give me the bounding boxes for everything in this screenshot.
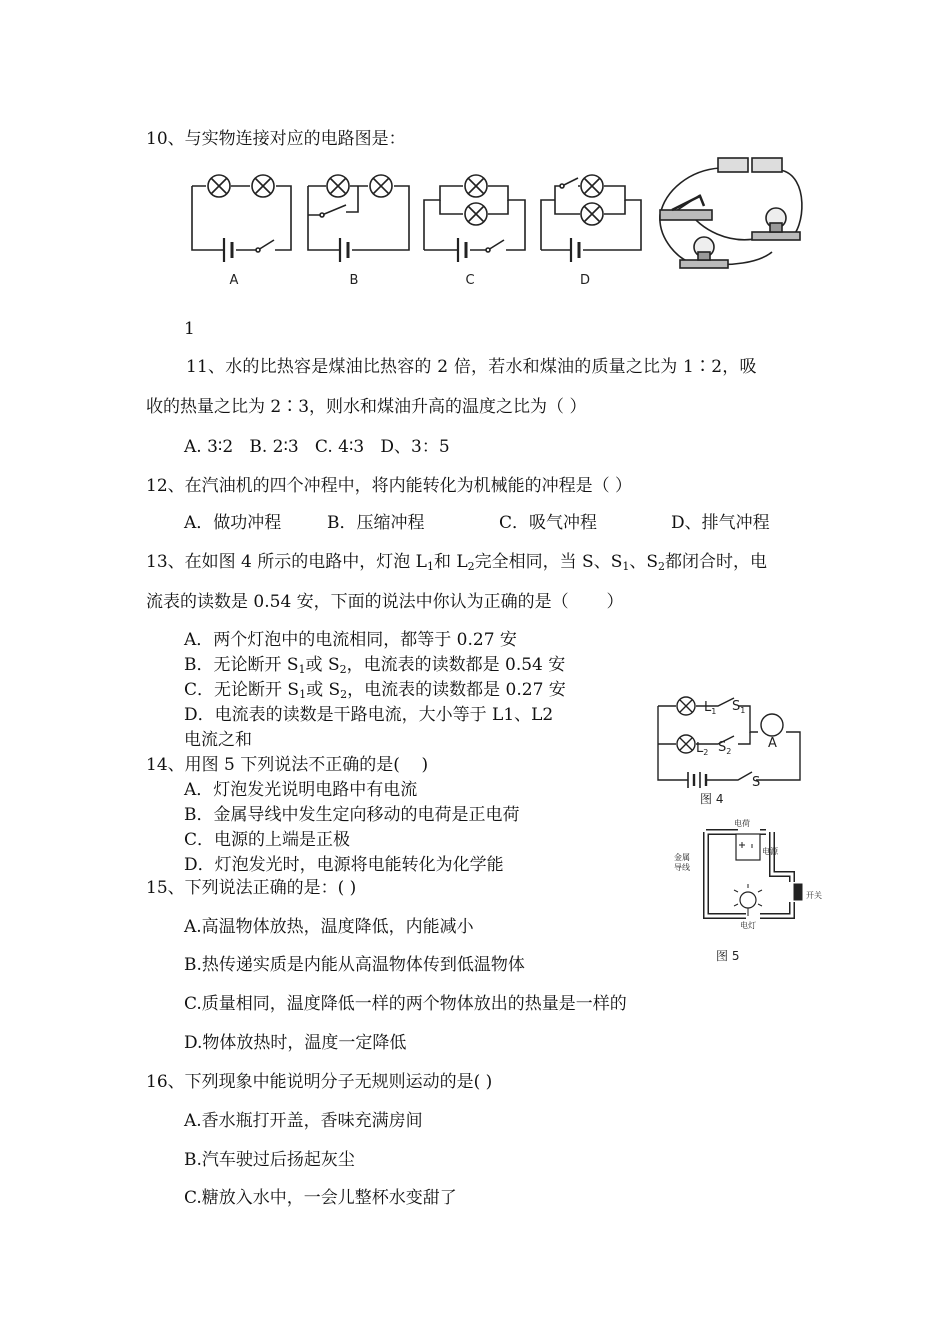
q16-stem: 16、下列现象中能说明分子无规则运动的是( )	[146, 1072, 493, 1092]
q13-option-d-line1: D．电流表的读数是干路电流，大小等于 L1、L2	[184, 705, 554, 725]
circuit-label-d: D	[579, 273, 591, 288]
q13-option-c	[184, 680, 566, 700]
fig4-l2-label: $L_2$	[696, 741, 709, 757]
circuit-label-a: A	[229, 273, 239, 288]
q13-stem-part-e: 都闭合时，电	[665, 552, 768, 572]
fig5-wire-label-1: 金属	[674, 853, 690, 862]
q12-option-a: A．做功冲程	[184, 513, 282, 533]
fig4-caption: 图 4	[700, 792, 724, 806]
q12-option-d: D、排气冲程	[671, 513, 770, 533]
q11-options: A. 3∶2 B. 2∶3 C. 4∶3 D、3：5	[184, 437, 450, 457]
q13-stem-line1	[146, 552, 767, 572]
q13-option-c-sub2: 2	[340, 688, 348, 701]
q14-option-c: C．电源的上端是正极	[184, 830, 351, 850]
q14-option-d: D．灯泡发光时，电源将电能转化为化学能	[184, 855, 504, 875]
q13-stem-line2: 流表的读数是 0.54 安，下面的说法中你认为正确的是（ ）	[146, 592, 624, 612]
q10-title: 10、与实物连接对应的电路图是：	[146, 129, 406, 149]
circuit-photo	[660, 158, 802, 268]
q12-stem: 12、在汽油机的四个冲程中，将内能转化为机械能的冲程是（ ）	[146, 476, 633, 496]
q13-sub-l1: 1	[426, 560, 434, 573]
q15-option-c: C.质量相同，温度降低一样的两个物体放出的热量是一样的	[184, 994, 627, 1014]
q11-line2: 收的热量之比为 2∶3，则水和煤油升高的温度之比为（ ）	[146, 397, 587, 417]
fig5-charge-label: 电荷	[734, 819, 750, 828]
q13-sub-s2: 2	[658, 560, 666, 573]
q13-stem-part-c: 完全相同，当 S、S	[474, 552, 623, 572]
fig4-l1-label: $L_1$	[704, 700, 717, 716]
q13-option-b-part1: B．无论断开 S	[184, 655, 299, 675]
q13-option-b-sub2: 2	[339, 663, 347, 676]
fig5-wire-label-2: 导线	[674, 863, 690, 872]
q12-option-b: B．压缩冲程	[327, 513, 425, 533]
q10-circuit-figures	[0, 0, 950, 320]
figure-5-circuit	[672, 818, 832, 963]
q15-stem: 15、下列说法正确的是：( )	[146, 878, 357, 898]
q13-option-c-sub1: 1	[299, 688, 307, 701]
fig4-s1-label: $S_1$	[732, 699, 746, 715]
q13-stem-part-b: 和 L	[433, 552, 468, 572]
q16-option-b: B.汽车驶过后扬起灰尘	[184, 1150, 355, 1170]
q16-option-c: C.糖放入水中，一会儿整杯水变甜了	[184, 1188, 457, 1208]
circuit-a	[192, 175, 291, 262]
fig5-caption: 图 5	[716, 949, 740, 963]
q15-option-d: D.物体放热时，温度一定降低	[184, 1033, 407, 1053]
q13-stem-part-d: 、S	[629, 552, 659, 572]
fig5-source-label: 电源	[762, 847, 778, 856]
q15-option-b: B.热传递实质是内能从高温物体传到低温物体	[184, 955, 525, 975]
fig5-switch-label: 开关	[806, 891, 822, 900]
q16-option-a: A.香水瓶打开盖，香味充满房间	[184, 1111, 423, 1131]
stray-number: 1	[184, 319, 195, 339]
fig5-lamp-label: 电灯	[740, 921, 756, 930]
circuit-label-c: C	[465, 273, 475, 288]
q13-sub-l2: 2	[467, 560, 475, 573]
q15-option-a: A.高温物体放热，温度降低，内能减小	[184, 917, 474, 937]
q13-option-c-part1: C．无论断开 S	[184, 680, 300, 700]
circuit-d	[541, 175, 641, 262]
fig4-s2-label: $S_2$	[718, 740, 732, 756]
q13-stem-part-a: 13、在如图 4 所示的电路中，灯泡 L	[146, 552, 427, 572]
q13-sub-s1: 1	[622, 560, 630, 573]
fig4-switch-label: S	[752, 775, 761, 790]
q13-option-b-part3: ，电流表的读数都是 0.54 安	[346, 655, 566, 675]
q13-option-b-sub1: 1	[298, 663, 306, 676]
q12-option-c: C．吸气冲程	[499, 513, 598, 533]
circuit-c	[424, 175, 525, 262]
circuit-label-b: B	[349, 273, 359, 288]
q13-option-a: A．两个灯泡中的电流相同，都等于 0.27 安	[184, 630, 517, 650]
q13-option-c-part3: ，电流表的读数都是 0.27 安	[347, 680, 566, 700]
q14-option-b: B．金属导线中发生定向移动的电荷是正电荷	[184, 805, 520, 825]
figure-4-circuit	[648, 694, 818, 804]
circuit-b	[308, 175, 409, 262]
q13-option-d-line2: 电流之和	[184, 730, 252, 750]
q11-line1: 11、水的比热容是煤油比热容的 2 倍，若水和煤油的质量之比为 1∶2，吸	[186, 357, 757, 377]
fig4-ammeter-label: A	[768, 736, 777, 751]
q13-option-b	[184, 655, 565, 675]
q13-option-c-part2: 或 S	[306, 680, 341, 700]
q14-option-a: A．灯泡发光说明电路中有电流	[184, 780, 418, 800]
q13-option-b-part2: 或 S	[305, 655, 340, 675]
q14-stem: 14、用图 5 下列说法不正确的是( )	[146, 755, 429, 775]
